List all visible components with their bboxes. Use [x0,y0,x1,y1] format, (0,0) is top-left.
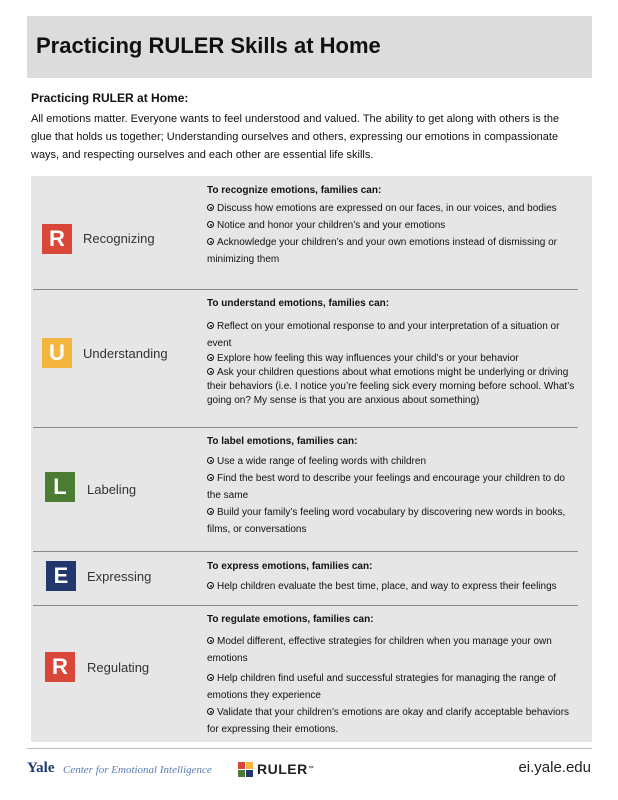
skill-row-understanding [31,290,592,428]
skill-heading: To regulate emotions, families can: [207,614,374,625]
skill-heading: To express emotions, families can: [207,561,373,572]
skill-label: Regulating [87,660,150,675]
intro-heading: Practicing RULER at Home: [31,91,189,105]
title-bar [27,16,592,78]
skill-row-labeling [31,428,592,552]
intro-text: All emotions matter. Everyone wants to feel understood and valued. The ability to get along with others is the glue that holds us together; Understanding ourselves and others, expressing our emotions in compassionate ways, and respecting ourselves and each other are essential life skills. [31,113,560,161]
yale-logo: Yale [27,760,55,776]
skill-label: Recognizing [83,231,155,246]
center-name: Center for Emotional Intelligence [63,764,212,776]
ruler-squares-icon [238,762,253,777]
skill-heading: To label emotions, families can: [207,436,358,447]
bullet-item: Explore how feeling this way influences your child’s or your behavior [207,352,581,366]
skill-heading: To recognize emotions, families can: [207,185,382,196]
skill-content [207,558,581,595]
skill-content [207,433,581,538]
letter-badge-r: R [42,224,72,254]
bullet-icon [207,457,214,464]
skill-label: Labeling [87,482,137,497]
letter-badge-u: U [42,338,72,368]
ruler-wordmark: RULER [257,761,308,777]
bullet-icon [207,674,214,681]
skill-label: Understanding [83,346,168,361]
skill-content [207,182,581,268]
bullet-item: Discuss how emotions are expressed on our faces, in our voices, and bodies [207,200,581,217]
bullet-item: Acknowledge your children’s and your own emotions instead of dismissing or minimizing them [207,237,557,265]
ruler-logo [238,761,314,777]
skill-row-regulating [31,606,592,742]
skills-table [31,176,592,742]
letter-badge-e: E [46,561,76,591]
bullet-icon [207,508,214,515]
trademark: ™ [307,766,314,772]
bullet-item: Help children find useful and successful strategies for managing the range of emotions they experience [207,673,557,701]
bullet-icon [207,354,214,361]
website-url: ei.yale.edu [518,759,591,776]
bullet-item: Build your family’s feeling word vocabulary by discovering new words in books, films, or conversations [207,507,566,535]
bullet-item: Reflect on your emotional response to and your interpretation of a situation or event [207,321,560,349]
bullet-item: Use a wide range of feeling words with children [207,453,581,470]
page-title: Practicing RULER Skills at Home [36,33,381,58]
bullet-icon [207,204,214,211]
bullet-item: Model different, effective strategies for children when you manage your own emotions [207,636,552,664]
skill-label: Expressing [87,569,152,584]
letter-badge-r2: R [45,652,75,682]
bullet-item: Help children evaluate the best time, place, and way to express their feelings [207,578,581,595]
bullet-icon [207,582,214,589]
letter-badge-l: L [45,472,75,502]
skill-row-recognizing [31,176,592,290]
bullet-icon [207,708,214,715]
bullet-icon [207,238,214,245]
bullet-icon [207,368,214,375]
bullet-item: Ask your children questions about what emotions might be underlying or driving their behaviors (i.e. I notice you’re feeling sick every morning before school. What’s going on? My sense is that you are anxious about something) [207,367,575,406]
bullet-icon [207,637,214,644]
bullet-icon [207,221,214,228]
bullet-icon [207,322,214,329]
skill-content [207,611,581,738]
footer-divider [27,748,592,749]
skill-content [207,295,581,408]
skill-heading: To understand emotions, families can: [207,298,390,309]
bullet-icon [207,474,214,481]
bullet-item: Notice and honor your children’s and your emotions [207,217,581,234]
bullet-item: Validate that your children’s emotions are okay and clarify acceptable behaviors for expressing their emotions. [207,707,570,735]
skill-row-expressing [31,552,592,606]
bullet-item: Find the best word to describe your feelings and encourage your children to do the same [207,473,565,501]
